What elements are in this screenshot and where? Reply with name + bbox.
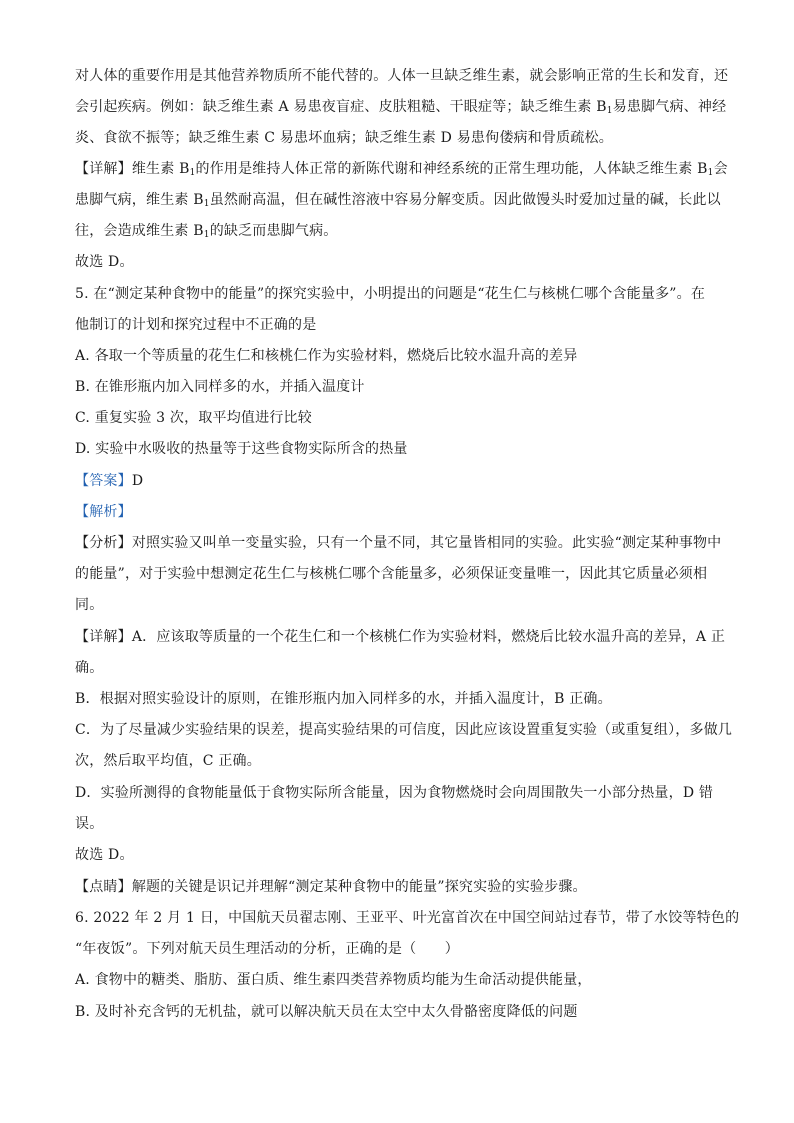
subscript: 1 [189,168,196,178]
xiangjie-text: 误。 [75,816,104,832]
dianjing-text: 解题的关键是识记并理解“测定某种食物中的能量”探究实验的实验步骤。 [131,879,587,895]
q5-xiangjie-a-line-1 [75,627,725,647]
xiangjie-text: 次，然后取平均值，C 正确。 [75,753,261,769]
detail-text: 维生素 B [131,161,190,177]
q5-xiangjie-b [75,689,725,709]
question-stem: “年夜饭”。下列对航天员生理活动的分析，正确的是（ ） [75,941,459,957]
q5-fenxi-line-1 [75,533,725,553]
intro-line-1 [75,66,729,86]
q5-xiangjie-d-line-2 [75,814,725,834]
q5-analysis [75,502,725,522]
answer-tag: 【答案】 [75,473,132,489]
option-text: A. 食物中的糖类、脂肪、蛋白质、维生素四类营养物质均能为生命活动提供能量， [75,972,592,988]
q5-answer [75,471,725,491]
q5-option-a [75,346,725,366]
detail-tag: 【详解】 [75,161,132,177]
subscript: 1 [203,199,210,209]
subscript: 1 [203,230,210,240]
q5-dianjing [75,877,725,897]
q5-xiangjie-c-line-1 [75,720,733,740]
fenxi-text: 对照实验又叫单一变量实验，只有一个量不同，其它量皆相同的实验。此实验“测定某种事物中 [131,535,722,551]
intro-line-3 [75,128,725,148]
q6-stem-line-1 [75,908,740,928]
question-stem: 5. 在“测定某种食物中的能量”的探究实验中，小明提出的问题是“花生仁与核桃仁哪个含能量多”。在 [75,286,706,302]
detail-text: 的缺乏而患脚气病。 [209,223,338,239]
subscript: 1 [707,168,714,178]
choose-text: 故选 D。 [75,254,134,270]
detail-text: 会 [713,161,728,177]
answer-value: D [131,473,144,489]
q5-choose [75,845,725,865]
detail-text: 的作用是维持人体正常的新陈代谢和神经系统的正常生理功能，人体缺乏维生素 B [195,161,708,177]
question-stem: 6. 2022 年 2 月 1 日，中国航天员翟志刚、王亚平、叶光富首次在中国空间站过春节，带了水饺等特色的 [75,910,740,926]
intro-text: 炎、食欲不振等；缺乏维生素 C 易患坏血病；缺乏维生素 D 易患佝偻病和骨质疏松。 [75,130,613,146]
detail-line-1 [75,159,728,179]
q6-option-a [75,970,725,990]
xiangjie-tag: 【详解】 [75,629,132,645]
subscript: 1 [606,106,613,116]
intro-line-2 [75,97,725,117]
intro-text: 易患脚气病、神经 [612,99,727,115]
choose-text: 故选 D。 [75,847,134,863]
detail-text: 虽然耐高温，但在碱性溶液中容易分解变质。因此做馒头时爱加过量的碱，长此以 [209,192,721,208]
q6-stem-line-2 [75,939,725,959]
detail-text: 往，会造成维生素 B [75,223,204,239]
q6-option-b [75,1002,725,1022]
q5-option-c [75,408,725,428]
option-text: C. 重复实验 3 次，取平均值进行比较 [75,410,312,426]
option-text: D. 实验中水吸收的热量等于这些食物实际所含的热量 [75,441,408,457]
q5-xiangjie-a-line-2 [75,658,725,678]
detail-line-2 [75,190,725,210]
detail-text: 患脚气病，维生素 B [75,192,204,208]
xiangjie-text: 确。 [75,660,104,676]
q5-xiangjie-c-line-2 [75,751,725,771]
detail-line-3 [75,221,725,241]
question-stem: 他制订的计划和探究过程中不正确的是 [75,317,317,333]
option-text: B. 及时补充含钙的无机盐，就可以解决航天员在太空中太久骨骼密度降低的问题 [75,1004,578,1020]
xiangjie-text: C．为了尽量减少实验结果的误差，提高实验结果的可信度，因此应该设置重复实验（或重复组），多做几 [75,722,733,738]
q5-stem-line-1 [75,284,725,304]
q5-stem-line-2 [75,315,725,335]
detail-choose [75,252,725,272]
q5-option-d [75,439,725,459]
xiangjie-text: D．实验所测得的食物能量低于食物实际所含能量，因为食物燃烧时会向周围散失一小部分热量，D 错 [75,785,714,801]
option-text: B. 在锥形瓶内加入同样多的水，并插入温度计 [75,379,365,395]
q5-fenxi-line-2 [75,564,725,584]
q5-fenxi-line-3 [75,595,725,615]
q5-xiangjie-d-line-1 [75,783,725,803]
intro-text: 对人体的重要作用是其他营养物质所不能代替的。人体一旦缺乏维生素，就会影响正常的生长和发育，还 [75,68,729,84]
intro-text: 会引起疾病。例如：缺乏维生素 A 易患夜盲症、皮肤粗糙、干眼症等；缺乏维生素 B [75,99,607,115]
option-text: A. 各取一个等质量的花生仁和核桃仁作为实验材料，燃烧后比较水温升高的差异 [75,348,578,364]
q5-option-b [75,377,725,397]
xiangjie-text: B．根据对照实验设计的原则，在锥形瓶内加入同样多的水，并插入温度计，B 正确。 [75,691,612,707]
fenxi-text: 同。 [75,597,104,613]
fenxi-text: 的能量”，对于实验中想测定花生仁与核桃仁哪个含能量多，必须保证变量唯一，因此其它质量必须相 [75,566,708,582]
dianjing-tag: 【点睛】 [75,879,132,895]
fenxi-tag: 【分析】 [75,535,132,551]
xiangjie-text: A．应该取等质量的一个花生仁和一个核桃仁作为实验材料，燃烧后比较水温升高的差异，A 正 [131,629,726,645]
analysis-tag: 【解析】 [75,504,132,520]
